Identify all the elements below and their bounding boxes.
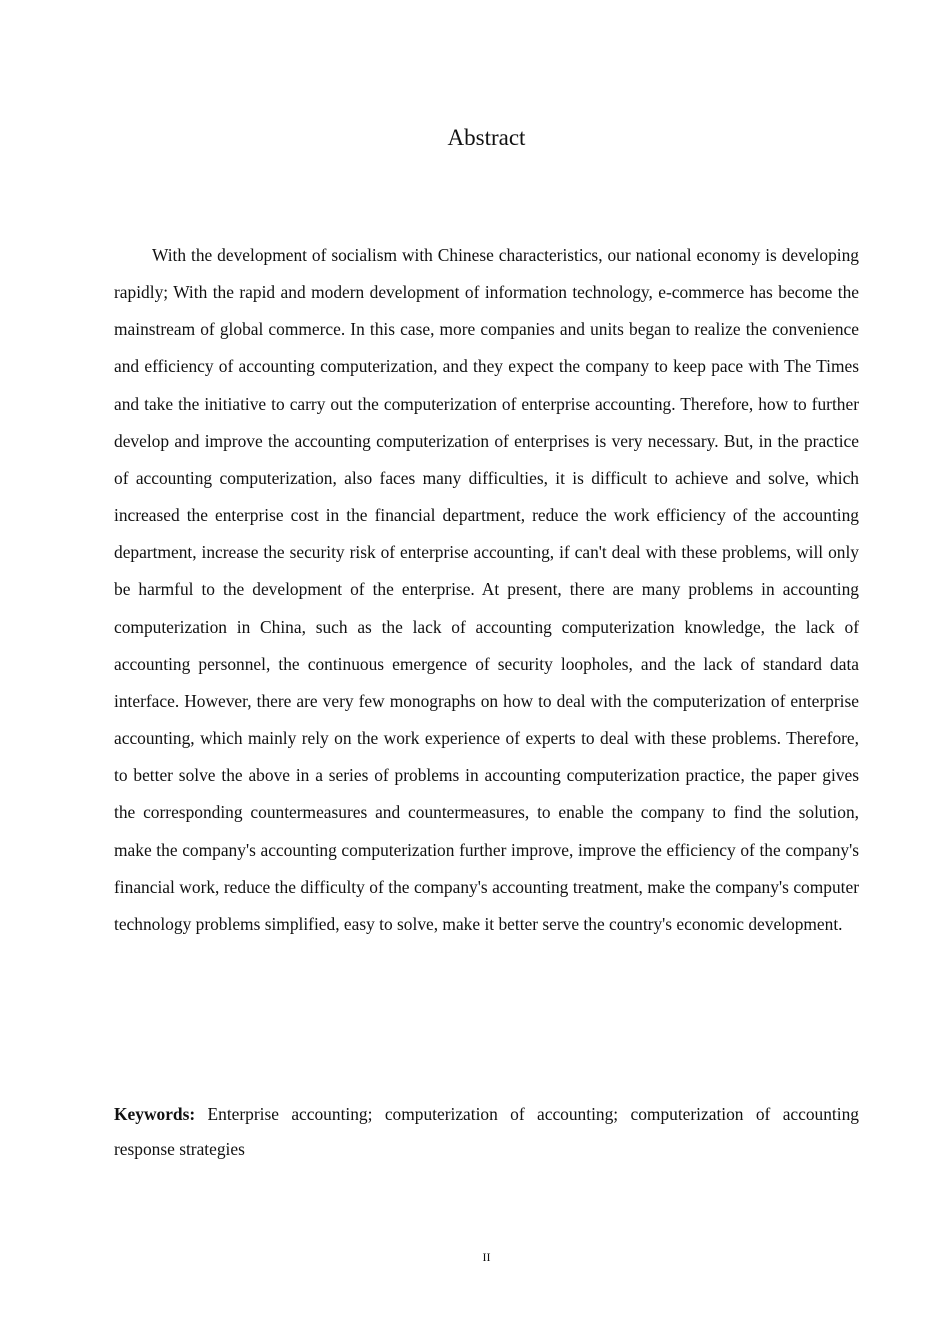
keywords-text: Enterprise accounting; computerization of accounting; computerization of accounting response strategies <box>114 1104 859 1159</box>
keywords-section <box>114 1097 859 1167</box>
abstract-paragraph: With the development of socialism with Chinese characteristics, our national economy is developing rapidly; With the rapid and modern development of information technology, e-commerce has become the mainstream of global commerce. In this case, more companies and units began to realize the convenience and efficiency of accounting computerization, and they expect the company to keep pace with The Times and take the initiative to carry out the computerization of enterprise accounting. Therefore, how to further develop and improve the accounting computerization of enterprises is very necessary. But, in the practice of accounting computerization, also faces many difficulties, it is difficult to achieve and solve, which increased the enterprise cost in the financial department, reduce the work efficiency of the accounting department, increase the security risk of enterprise accounting, if can't deal with these problems, will only be harmful to the development of the enterprise. At present, there are many problems in accounting computerization in China, such as the lack of accounting computerization knowledge, the lack of accounting personnel, the continuous emergence of security loopholes, and the lack of standard data interface. However, there are very few monographs on how to deal with the computerization of enterprise accounting, which mainly rely on the work experience of experts to deal with these problems. Therefore, to better solve the above in a series of problems in accounting computerization practice, the paper gives the corresponding countermeasures and countermeasures, to enable the company to find the solution, make the company's accounting computerization further improve, improve the efficiency of the company's financial work, reduce the difficulty of the company's accounting treatment, make the company's computer technology problems simplified, easy to solve, make it better serve the country's economic development. <box>114 245 859 934</box>
keywords-label: Keywords: <box>114 1104 196 1124</box>
page-number: II <box>482 1250 491 1264</box>
page-title: Abstract <box>447 125 526 150</box>
